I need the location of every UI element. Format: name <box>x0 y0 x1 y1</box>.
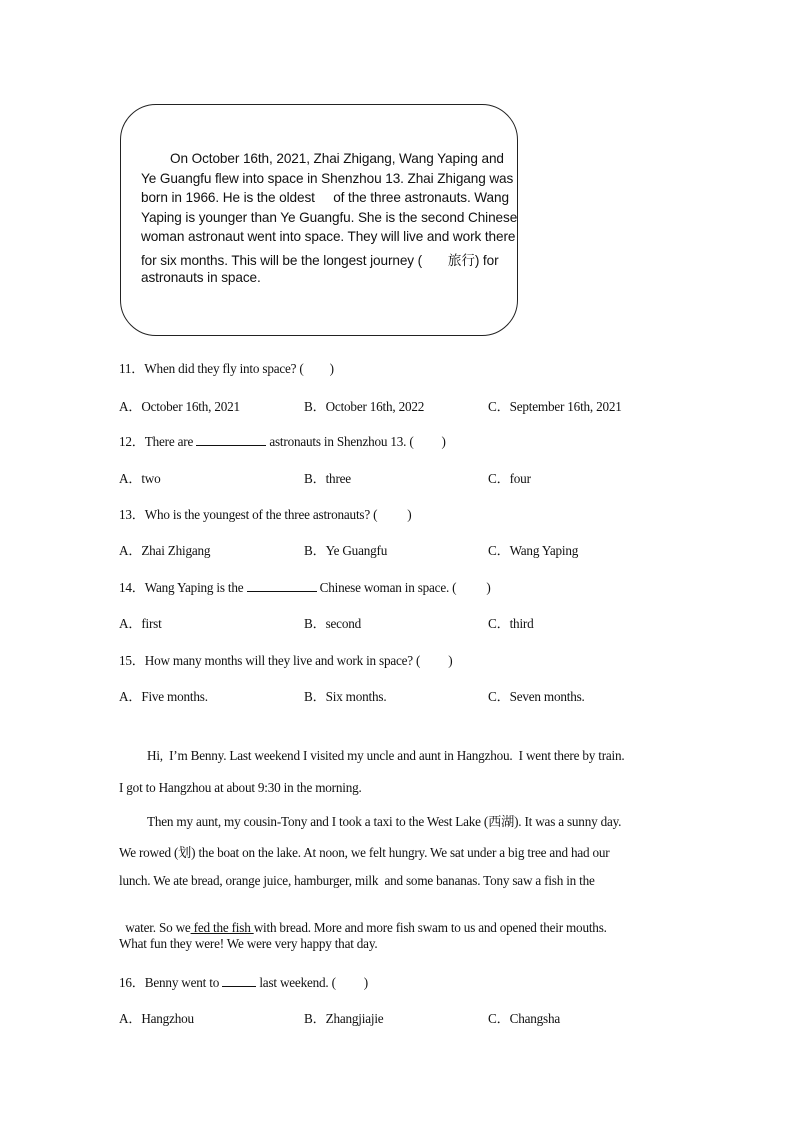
passage2-line-2: I got to Hangzhou at about 9:30 in the morning. <box>119 780 362 795</box>
line-text: water. So we <box>125 920 191 935</box>
passage2-line-7: What fun they were! We were very happy that day. <box>119 936 378 951</box>
option-c[interactable]: C．Changsha <box>488 1011 561 1026</box>
passage2-line-1: Hi, I’m Benny. Last weekend I visited my uncle and aunt in Hangzhou. I went there by train. <box>147 748 625 763</box>
question-16 <box>119 972 368 991</box>
passage-line-4: Yaping is younger than Ye Guangfu. She is the second Chinese <box>141 210 518 225</box>
question-number: 15． <box>119 653 145 668</box>
question-11 <box>119 358 334 377</box>
paren-close: ) <box>363 975 368 990</box>
question-14 <box>119 577 491 596</box>
option-c[interactable]: C．Seven months. <box>488 689 585 704</box>
paren-close: ) <box>448 653 453 668</box>
passage-line-3: born in 1966. He is the oldest of the three astronauts. Wang <box>141 190 509 205</box>
question-text: When did they fly into space? ( <box>144 361 304 376</box>
question-text: How many months will they live and work in space? ( <box>144 653 421 668</box>
option-b[interactable]: B．Zhangjiajie <box>304 1011 384 1026</box>
paren-close: ) <box>441 434 446 449</box>
question-13 <box>119 504 412 523</box>
passage-line-6: for six months. This will be the longest journey ( 旅行) for <box>141 253 499 268</box>
line-text: with bread. More and more fish swam to us and opened their mouths. <box>253 920 607 935</box>
option-b[interactable]: B．Ye Guangfu <box>304 543 388 558</box>
paren-close: ) <box>407 507 412 522</box>
passage2-line-6 <box>119 904 607 936</box>
question-text: Benny went to <box>144 975 220 990</box>
question-15 <box>119 650 452 669</box>
question-text: There are <box>144 434 194 449</box>
option-c[interactable]: C．four <box>488 471 531 486</box>
option-b[interactable]: B．second <box>304 616 362 631</box>
question-number: 13． <box>119 507 145 522</box>
paren-close: ) <box>486 580 491 595</box>
option-b[interactable]: B．three <box>304 471 351 486</box>
option-b[interactable]: B．Six months. <box>304 689 387 704</box>
passage-line-5: woman astronaut went into space. They will live and work there <box>141 229 516 244</box>
passage2-line-5: lunch. We ate bread, orange juice, hamburger, milk and some bananas. Tony saw a fish in the <box>119 873 595 888</box>
option-c[interactable]: C．Wang Yaping <box>488 543 579 558</box>
option-a[interactable]: A．two <box>119 471 161 486</box>
underlined-phrase: fed the fish <box>190 920 254 935</box>
answer-blank[interactable] <box>222 973 256 987</box>
question-number: 12． <box>119 434 145 449</box>
option-a[interactable]: A．Hangzhou <box>119 1011 194 1026</box>
paren-close: ) <box>329 361 334 376</box>
passage-line-1: On October 16th, 2021, Zhai Zhigang, Wang Yaping and <box>170 151 504 166</box>
question-text-after: Chinese woman in space. ( <box>319 580 457 595</box>
question-text-after: astronauts in Shenzhou 13. ( <box>269 434 414 449</box>
passage-line-7: astronauts in space. <box>141 270 261 285</box>
option-c[interactable]: C．September 16th, 2021 <box>488 399 622 414</box>
question-text-after: last weekend. ( <box>259 975 336 990</box>
passage-line-2: Ye Guangfu flew into space in Shenzhou 13. Zhai Zhigang was <box>141 171 514 186</box>
question-number: 11． <box>119 361 145 376</box>
question-number: 14． <box>119 580 145 595</box>
passage2-line-3: Then my aunt, my cousin-Tony and I took a taxi to the West Lake (西湖). It was a sunny day. <box>147 814 622 829</box>
option-a[interactable]: A．first <box>119 616 162 631</box>
question-number: 16． <box>119 975 145 990</box>
answer-blank[interactable] <box>196 432 266 446</box>
option-b[interactable]: B．October 16th, 2022 <box>304 399 425 414</box>
question-12 <box>119 431 446 450</box>
option-a[interactable]: A．Five months. <box>119 689 208 704</box>
option-a[interactable]: A．Zhai Zhigang <box>119 543 211 558</box>
question-text: Wang Yaping is the <box>144 580 244 595</box>
passage2-line-4: We rowed (划) the boat on the lake. At noon, we felt hungry. We sat under a big tree and had our <box>119 845 610 860</box>
answer-blank[interactable] <box>247 578 317 592</box>
option-c[interactable]: C．third <box>488 616 534 631</box>
option-a[interactable]: A．October 16th, 2021 <box>119 399 240 414</box>
question-text: Who is the youngest of the three astronauts? ( <box>144 507 378 522</box>
